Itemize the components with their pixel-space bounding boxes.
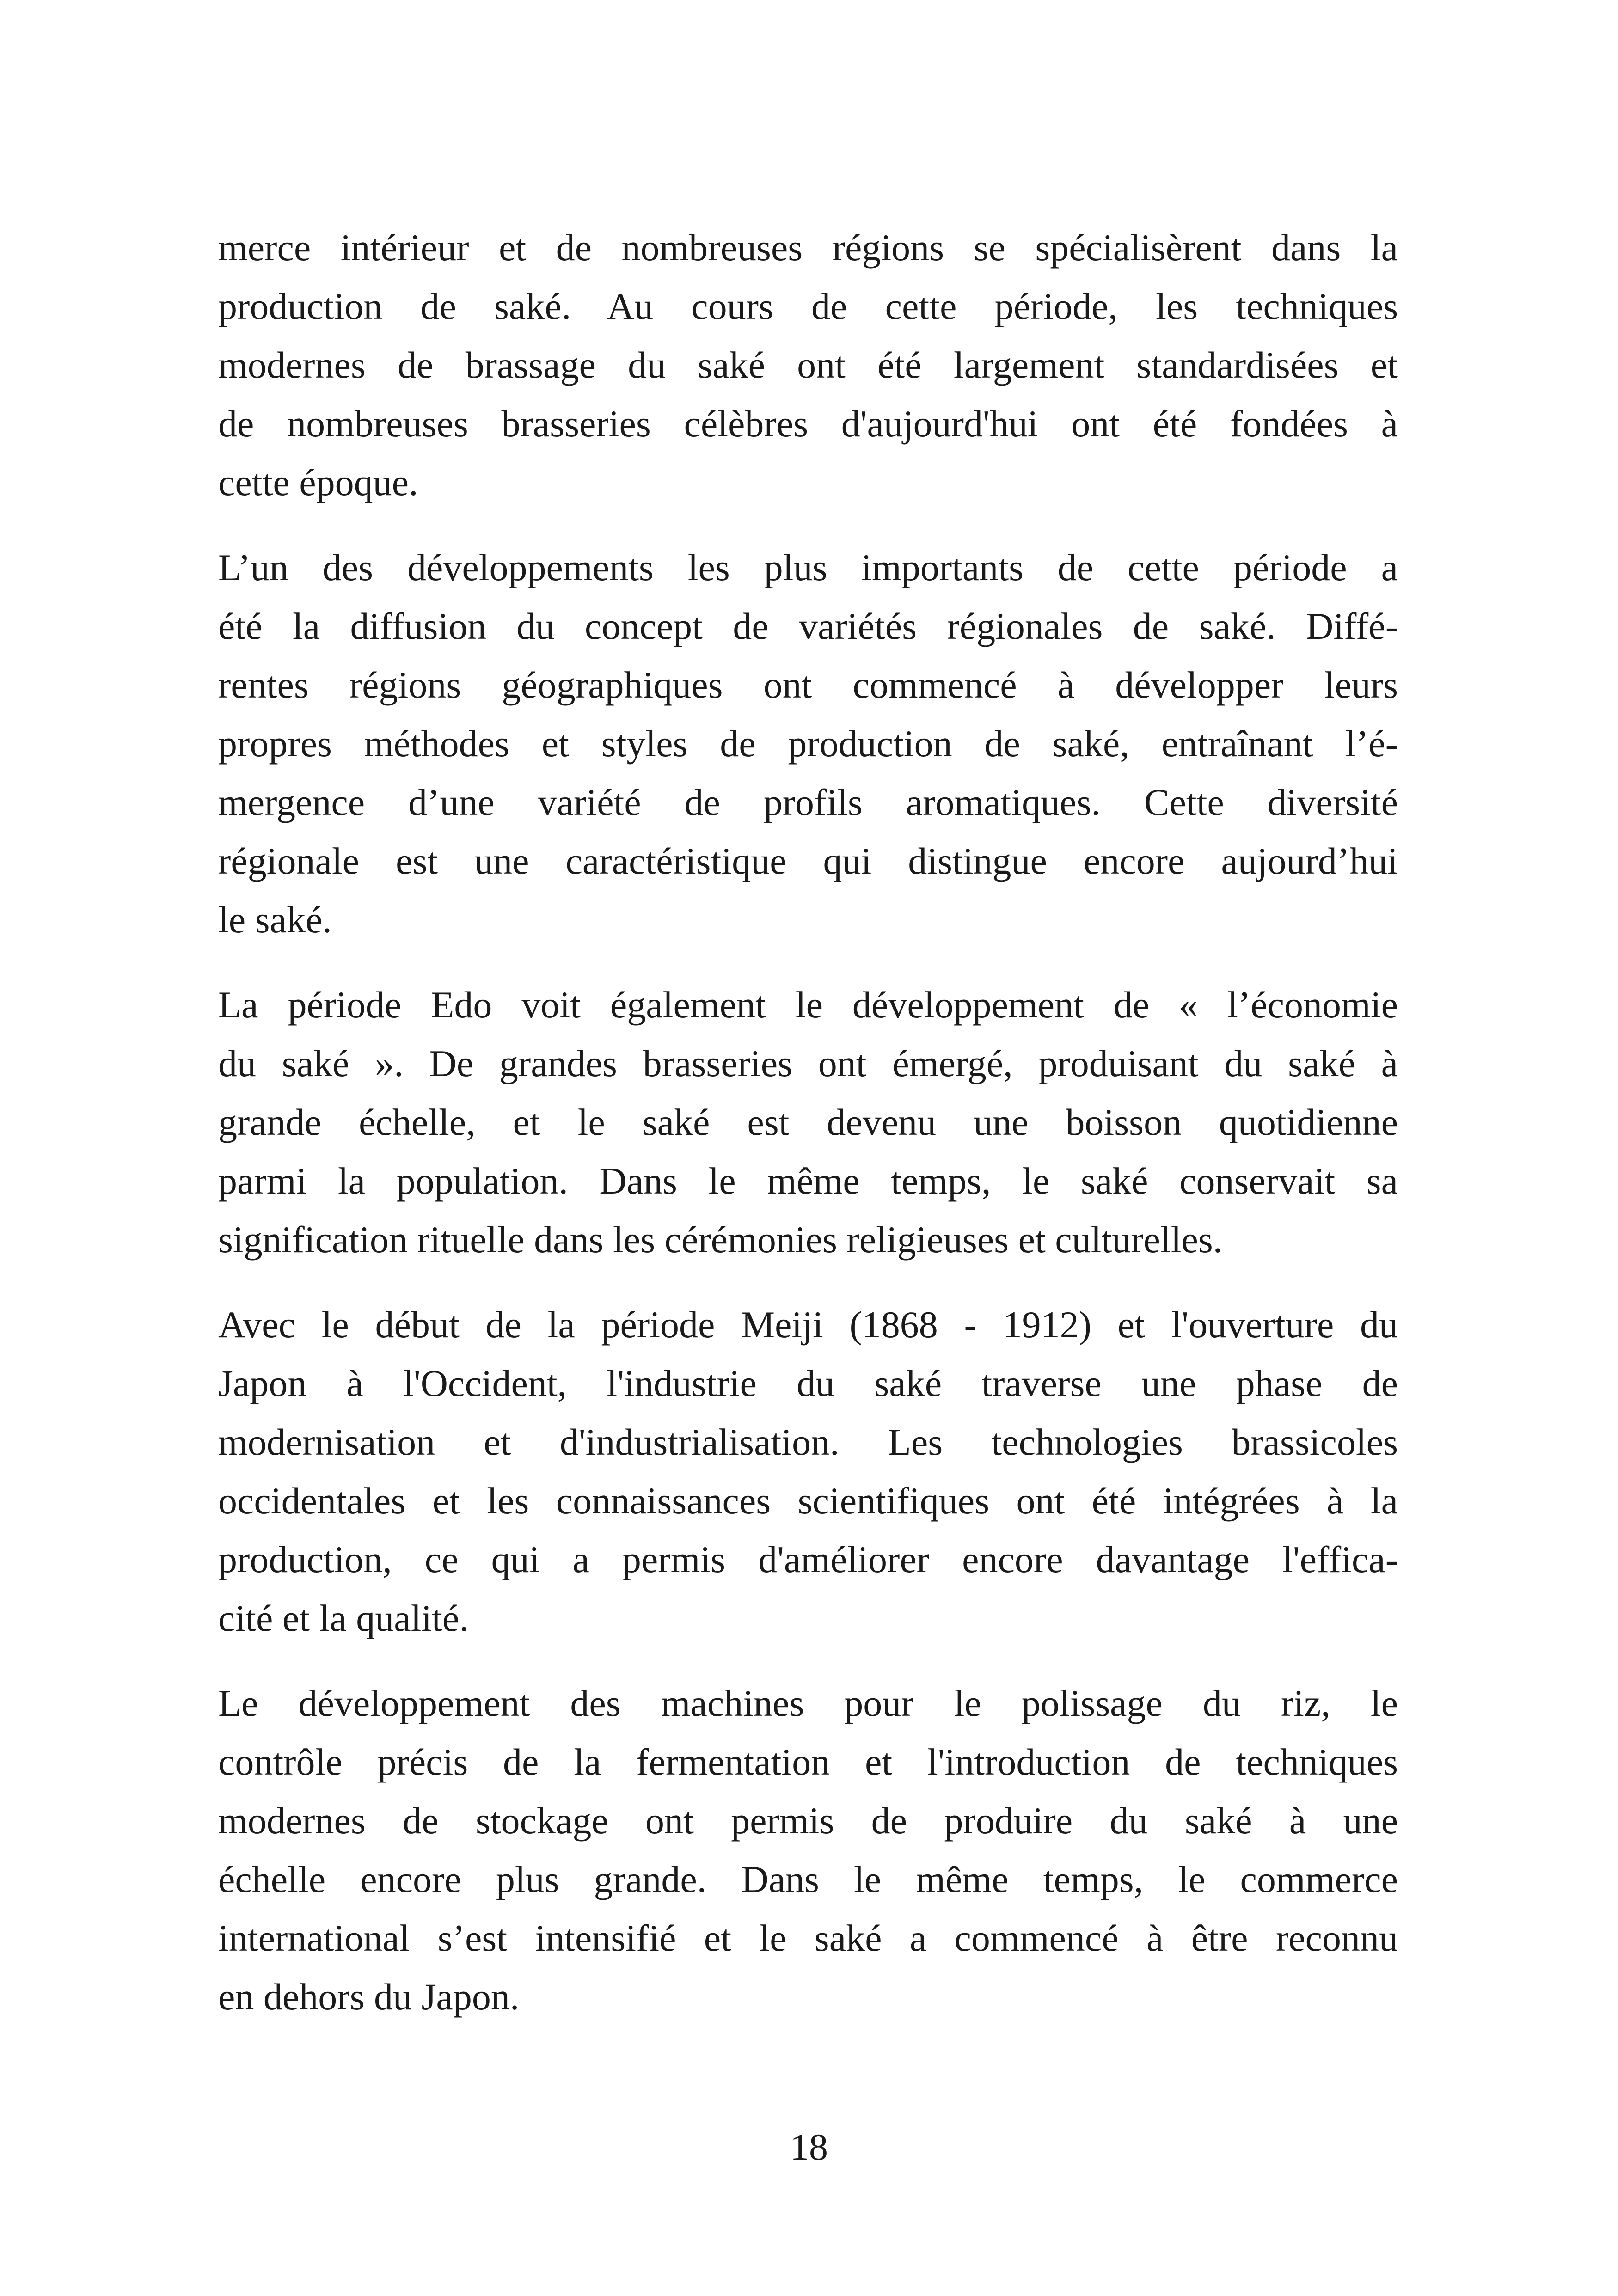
text-line: mergence d’une variété de profils aromatiques. Cette diversité xyxy=(218,781,1398,823)
paragraph xyxy=(218,975,1398,1269)
text-line: Avec le début de la période Meiji (1868 - 1912) et l'ouverture du xyxy=(218,1304,1398,1346)
paragraph xyxy=(218,538,1398,949)
paragraph xyxy=(218,1295,1398,1647)
text-line: production, ce qui a permis d'améliorer encore davantage l'effica- xyxy=(218,1538,1398,1580)
text-line: cité et la qualité. xyxy=(218,1597,469,1639)
text-line: rentes régions géographiques ont commencé à développer leurs xyxy=(218,664,1398,706)
text-line: modernes de brassage du saké ont été largement standardisées et xyxy=(218,344,1398,386)
text-line: le saké. xyxy=(218,899,332,941)
text-line: modernes de stockage ont permis de produire du saké à une xyxy=(218,1800,1398,1842)
paragraph xyxy=(218,218,1398,512)
text-line: contrôle précis de la fermentation et l'introduction de techniques xyxy=(218,1741,1398,1783)
text-line: Le développement des machines pour le polissage du riz, le xyxy=(218,1682,1398,1724)
text-line: occidentales et les connaissances scientifiques ont été intégrées à la xyxy=(218,1480,1398,1522)
text-line: production de saké. Au cours de cette période, les techniques xyxy=(218,285,1398,327)
text-line: merce intérieur et de nombreuses régions se spécialisèrent dans la xyxy=(218,227,1398,269)
text-line: en dehors du Japon. xyxy=(218,1976,520,2018)
text-line: échelle encore plus grande. Dans le même temps, le commerce xyxy=(218,1858,1398,1900)
text-line: parmi la population. Dans le même temps, le saké conservait sa xyxy=(218,1160,1398,1202)
text-line: cette époque. xyxy=(218,461,418,503)
text-line: L’un des développements les plus importants de cette période a xyxy=(218,546,1398,588)
text-line: régionale est une caractéristique qui distingue encore aujourd’hui xyxy=(218,840,1398,882)
body-text xyxy=(218,218,1398,2052)
text-line: modernisation et d'industrialisation. Les technologies brassicoles xyxy=(218,1421,1398,1463)
text-line: de nombreuses brasseries célèbres d'aujourd'hui ont été fondées à xyxy=(218,403,1398,445)
paragraph xyxy=(218,1674,1398,2026)
text-line: La période Edo voit également le développement de « l’économie xyxy=(218,984,1398,1026)
text-line: du saké ». De grandes brasseries ont émergé, produisant du saké à xyxy=(218,1042,1398,1084)
text-line: signification rituelle dans les cérémonies religieuses et culturelles. xyxy=(218,1218,1223,1261)
text-line: Japon à l'Occident, l'industrie du saké traverse une phase de xyxy=(218,1362,1398,1404)
page-number: 18 xyxy=(790,2126,828,2168)
text-line: international s’est intensifié et le saké a commencé à être reconnu xyxy=(218,1917,1398,1959)
text-line: propres méthodes et styles de production de saké, entraînant l’é- xyxy=(218,722,1398,765)
text-line: été la diffusion du concept de variétés régionales de saké. Diffé- xyxy=(218,605,1398,647)
text-line: grande échelle, et le saké est devenu une boisson quotidienne xyxy=(218,1101,1398,1143)
